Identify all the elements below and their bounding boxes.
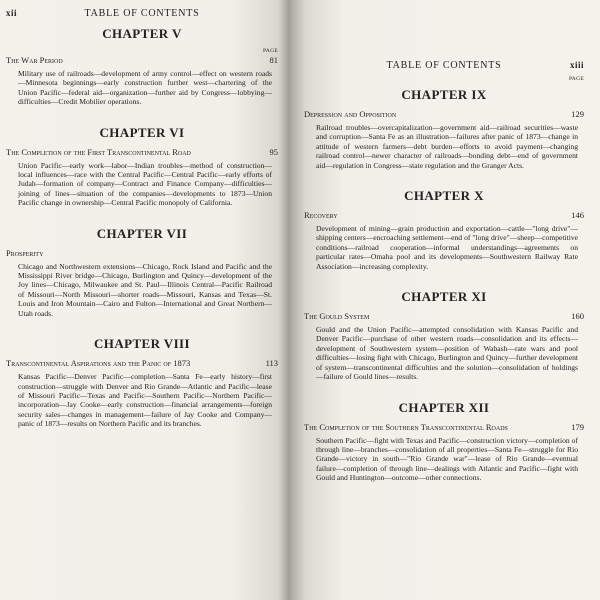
- chapter-page: 179: [571, 421, 584, 432]
- left-page: [0, 0, 290, 600]
- chapter-page: 146: [571, 210, 584, 221]
- toc-chapter: [304, 400, 584, 483]
- right-page-header: [304, 60, 584, 74]
- chapter-description: Kansas Pacific—Denver Pacific—completion—Santa Fe—early history—first construction—struggle with Denver and Rio Grande—Atlantic and Pacific—lease of Missouri Pacific—Texas and Pacific—Southern Pacific—Northern Pacific—incorporation—Jay Cooke—early construction—financial arrangements—foreign security sales—changes in management—failure of Jay Cooke and Company—panic of 1873—results on Northern Pacific and its branches.: [18, 372, 272, 429]
- chapter-title-row: [6, 358, 278, 368]
- chapter-page: 95: [269, 146, 278, 157]
- chapter-page: 113: [265, 358, 278, 369]
- toc-chapter: [6, 125, 278, 208]
- chapter-description: Development of mining—grain production and exportation—cattle—"long drive"—shipping centers—encroaching settlement—end of "long drive"—sheep—competitive conditions—railroad cooperation—informal understandings—agreements on particular rates—Omaha pool and its developments—Southwestern Railway Rate Association—increasing complexity.: [316, 224, 578, 271]
- right-page-header-title: TABLE OF CONTENTS: [386, 60, 502, 71]
- page-column-label: PAGE: [262, 48, 278, 54]
- toc-chapter: [304, 289, 584, 381]
- chapter-title: Transcontinental Aspirations and the Panic of 1873: [6, 358, 191, 369]
- chapter-heading: CHAPTER VIII: [94, 336, 190, 352]
- chapter-title: Prosperity: [6, 247, 44, 258]
- left-page-header-title: TABLE OF CONTENTS: [84, 8, 200, 19]
- chapter-page: 160: [571, 311, 584, 322]
- toc-chapter: [304, 87, 584, 170]
- chapter-description: Military use of railroads—development of army control—effect on western roads—Minnesota beginnings—early construction further west—chartering of the Union Pacific—federal aid—organization—further aid by Congress—lobbying—difficulties—Credit Mobilier operations.: [18, 69, 272, 107]
- page-column-label: PAGE: [568, 76, 584, 82]
- chapter-heading: CHAPTER X: [404, 188, 484, 204]
- right-page-number: xiii: [569, 60, 584, 70]
- chapter-heading: CHAPTER V: [102, 26, 182, 41]
- chapter-title: The Gould System: [304, 311, 370, 322]
- chapter-title-row: [304, 109, 584, 119]
- chapter-description: Union Pacific—early work—labor—Indian troubles—method of construction—local influences—race with the Central Pacific—Central Pacific—early efforts of Judah—formation of company—Contract and Finance Company—difficulties—joining of lines—situation of the companies—developments to 1873—Union Pacific change in ownership—Central Pacific monopoly of California.: [18, 160, 272, 208]
- chapter-title-row: [304, 210, 584, 220]
- chapter-title: Depression and Opposition: [304, 109, 397, 119]
- left-page-header: [6, 8, 278, 22]
- toc-chapter: [6, 336, 278, 428]
- chapter-heading: CHAPTER IX: [401, 87, 487, 102]
- chapter-title-row: [6, 147, 278, 157]
- toc-chapter: [6, 26, 278, 107]
- chapter-title: The War Period: [6, 55, 63, 65]
- chapter-page: 129: [571, 109, 584, 119]
- chapter-title-row: [6, 248, 278, 258]
- chapter-page: 81: [269, 55, 278, 65]
- chapter-title-row: [304, 311, 584, 321]
- toc-chapter: [6, 226, 278, 318]
- chapter-heading: CHAPTER VI: [99, 124, 185, 140]
- chapter-description: Southern Pacific—fight with Texas and Pacific—construction victory—completion of through line—branches—consolidation of all properties—Santa Fe—struggle for Rio Grande—victory in south—"Rio Grande war"—lease of Rio Grande—eventual failure—completion of through line—dealings with Atlantic and Pacific—fight with Gould and Huntington—outcome—other connections.: [316, 435, 578, 483]
- chapter-description: Railroad troubles—overcapitalization—government aid—railroad securities—waste and corruption—Santa Fe as an illustration—failures after panic of 1873—change in attitude of western farmers—debt burden—efforts to avoid payment—changing railroad control—newer character of railroads—bonding debt—end of government aid—regulation in Congress—state regulation and the Granger Acts.: [316, 123, 578, 170]
- chapter-title: Recovery: [304, 210, 338, 221]
- chapter-heading: CHAPTER VII: [96, 225, 188, 241]
- chapter-description: Gould and the Union Pacific—attempted consolidation with Kansas Pacific and Denver Pacific—purchase of other western roads—consolidation and its effects—development of Southwestern system—position of Wabash—rate wars and pool difficulties—losing fight with Chicago, Burlington and Quincy—further development of system—transcontinental difficulties and the solution—consolidation of holdings—failure of Gould lines—results.: [316, 325, 578, 382]
- right-page: [290, 0, 600, 600]
- chapter-title: The Completion of the First Transcontinental Road: [6, 146, 191, 157]
- chapter-title: The Completion of the Southern Transcontinental Roads: [304, 421, 508, 432]
- chapter-heading: CHAPTER XII: [398, 399, 490, 415]
- toc-chapter: [304, 188, 584, 271]
- left-page-number: xii: [6, 8, 18, 18]
- chapter-description: Chicago and Northwestern extensions—Chicago, Rock Island and Pacific and the Mississippi River bridge—Chicago, Burlington and Quincy—development of the Joy lines—Chicago, Milwaukee and St. Paul—Illinois Central—Pacific Railroad of Missouri—North Missouri—shorter roads—Missouri, Kansas and Texas—St. Louis and Iron Mountain—Cairo and Fulton—International and Great Northern—Utah roads.: [18, 261, 272, 318]
- chapter-heading: CHAPTER XI: [401, 289, 487, 305]
- chapter-title-row: [6, 55, 278, 65]
- chapter-title-row: [304, 422, 584, 432]
